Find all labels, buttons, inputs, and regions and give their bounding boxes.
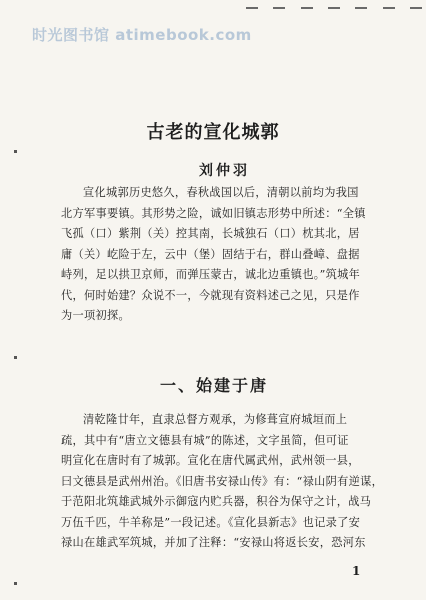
text-line: 疏，其中有“唐立文德县有城”的陈述，文字虽简，但可证 <box>61 433 349 447</box>
margin-mark <box>14 356 17 359</box>
text-line: 峙列，足以拱卫京师，而弹压蒙古，诚北边重镇也。”筑城年 <box>61 268 361 281</box>
author-name: 刘仲羽 <box>199 163 250 179</box>
text-line: 为一项初探。 <box>61 309 130 322</box>
page-number: 1 <box>352 564 361 578</box>
margin-mark <box>14 150 17 153</box>
dash-mark <box>273 7 285 9</box>
text-line: 曰文德县是武州州治。《旧唐书安禄山传》有：“禄山阴有逆谋， <box>61 474 383 488</box>
text-line: 于范阳北筑雄武城外示御寇内贮兵器，积谷为保守之计，战马 <box>61 495 372 508</box>
dash-mark <box>328 7 340 9</box>
dash-mark <box>246 7 258 9</box>
dash-mark <box>301 7 313 9</box>
section-heading: 一、始建于唐 <box>160 376 269 395</box>
text-line: 万伍千匹，牛羊称是”一段记述。《宣化县新志》也记录了安 <box>61 515 361 529</box>
section-paragraph <box>61 410 383 554</box>
text-line: 庸（关）屹险于左，云中（堡）固结于右，群山叠嶂、盘据 <box>61 247 360 261</box>
watermark-text: 时光图书馆 atimebook.com <box>32 26 252 44</box>
top-edge-dashes <box>246 6 422 10</box>
intro-paragraph <box>61 183 383 327</box>
margin-mark <box>14 582 17 585</box>
text-line: 清乾隆廿年，直隶总督方观承，为修葺宣府城垣而上 <box>83 413 348 426</box>
text-line: 宣化城郭历史悠久，春秋战国以后，清朝以前均为我国 <box>83 186 359 199</box>
dash-mark <box>355 7 367 9</box>
article-title: 古老的宣化城郭 <box>146 122 280 143</box>
text-line: 明宣化在唐时有了城郭。宣化在唐代属武州，武州领一县， <box>61 454 360 467</box>
dash-mark <box>410 7 422 9</box>
text-line: 代，何时始建？众说不一，今就现有资料述己之见，只是作 <box>61 288 360 302</box>
text-line: 北方军事要镇。其形势之险，诚如旧镇志形势中所述：“全镇 <box>61 206 366 220</box>
text-line: 禄山在雄武军筑城，并加了注释：“安禄山将返长安，恐河东 <box>61 536 366 549</box>
text-line: 飞孤（口）紫荆（关）控其南，长城独石（口）枕其北，居 <box>61 227 360 240</box>
dash-mark <box>383 7 395 9</box>
